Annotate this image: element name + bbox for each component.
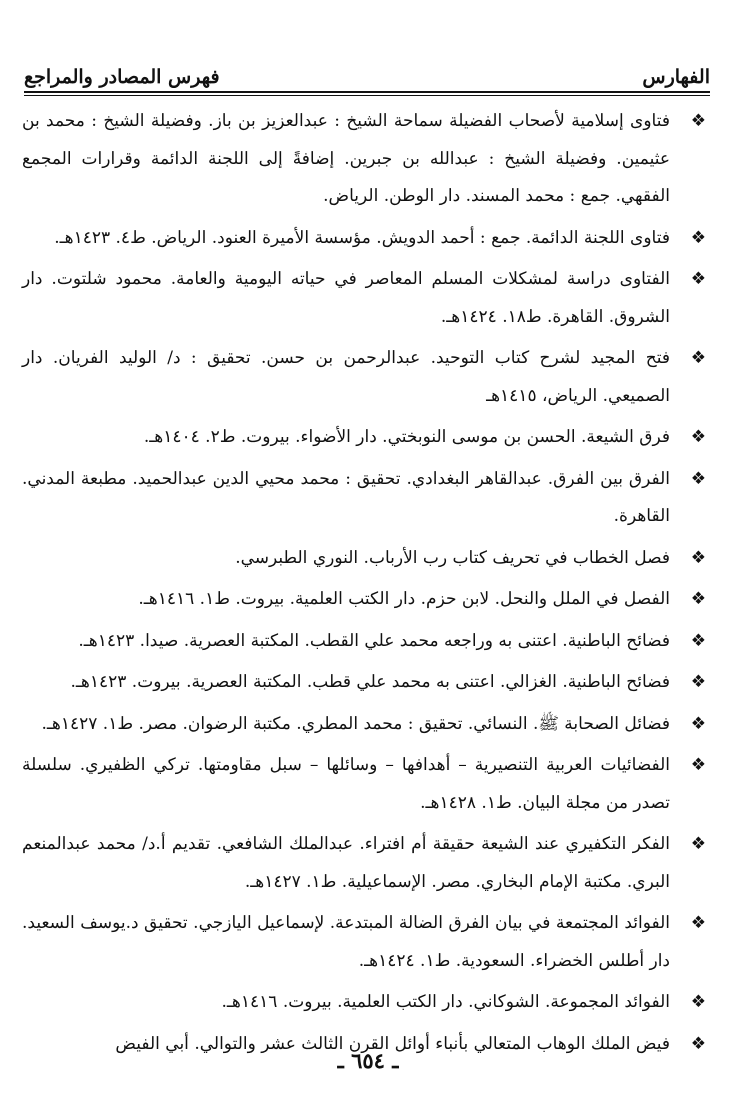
diamond-bullet-icon: ❖ <box>690 992 706 1012</box>
entry-text: الفضائيات العربية التنصيرية – أهدافها – وسائلها – سبل مقاومتها. تركي الظفيري. سلسلة تصدر من مجلة البيان. ط١. ١٤٢٨هـ. <box>22 755 670 813</box>
diamond-bullet-icon: ❖ <box>690 834 706 854</box>
bibliography-entry <box>22 340 710 415</box>
diamond-bullet-icon: ❖ <box>690 630 706 651</box>
bibliography-entry <box>22 461 710 536</box>
diamond-bullet-icon: ❖ <box>690 468 706 489</box>
diamond-bullet-icon: ❖ <box>690 1033 706 1054</box>
header-section-title: الفهارس <box>642 66 710 88</box>
entry-text: فضائح الباطنية. اعتنى به وراجعه محمد علي القطب. المكتبة العصرية. صيدا. ١٤٢٣هـ. <box>78 630 670 651</box>
entry-text: فضائل الصحابة ﷺ. النسائي. تحقيق : محمد المطري. مكتبة الرضوان. مصر. ط١. ١٤٢٧هـ. <box>41 713 670 734</box>
entry-text: الفوائد المجموعة. الشوكاني. دار الكتب العلمية. بيروت. ١٤١٦هـ. <box>221 992 670 1012</box>
bibliography-entry <box>22 905 710 980</box>
entry-text: فصل الخطاب في تحريف كتاب رب الأرباب. النوري الطبرسي. <box>235 547 670 568</box>
bibliography-entry <box>22 984 710 1022</box>
diamond-bullet-icon: ❖ <box>690 755 706 775</box>
diamond-bullet-icon: ❖ <box>690 269 706 289</box>
entry-text: فتاوى اللجنة الدائمة. جمع : أحمد الدويش. مؤسسة الأميرة العنود. الرياض. ط٤. ١٤٢٣هـ. <box>54 227 670 248</box>
diamond-bullet-icon: ❖ <box>690 547 706 568</box>
bibliography-list <box>22 103 710 1063</box>
bibliography-entry <box>22 664 710 702</box>
header-index-title: فهرس المصادر والمراجع <box>24 66 220 88</box>
entry-text: فتاوى إسلامية لأصحاب الفضيلة سماحة الشيخ : عبدالعزيز بن باز. وفضيلة الشيخ : محمد بن عثيمين. وفضيلة الشيخ : عبدالله بن جبرين. إضافةً إلى اللجنة الدائمة وقرارات المجمع الفقهي. جمع : محمد المسند. دار الوطن. الرياض. <box>22 111 670 206</box>
entry-text: الفكر التكفيري عند الشيعة حقيقة أم افتراء. عبدالملك الشافعي. تقديم أ.د/ محمد عبدالمنعم البري. مكتبة الإمام البخاري. مصر. الإسماعيلية. ط١. ١٤٢٧هـ. <box>22 834 670 892</box>
entry-text: فيض الملك الوهاب المتعالي بأنباء أوائل القرن الثالث عشر والتوالي. أبي الفيض <box>115 1033 670 1054</box>
bibliography-entry <box>22 706 710 744</box>
bibliography-entry <box>22 220 710 258</box>
diamond-bullet-icon: ❖ <box>690 111 706 131</box>
diamond-bullet-icon: ❖ <box>690 227 706 248</box>
bibliography-entry <box>22 540 710 578</box>
bibliography-entry <box>22 261 710 336</box>
entry-text: الفرق بين الفرق. عبدالقاهر البغدادي. تحقيق : محمد محيي الدين عبدالحميد. مطبعة المدني. القاهرة. <box>22 468 670 526</box>
diamond-bullet-icon: ❖ <box>690 713 706 734</box>
diamond-bullet-icon: ❖ <box>690 672 706 692</box>
entry-text: فتح المجيد لشرح كتاب التوحيد. عبدالرحمن بن حسن. تحقيق : د/ الوليد الفريان. دار الصميعي. الرياض، ١٤١٥هـ <box>22 348 670 406</box>
bibliography-entry <box>22 747 710 822</box>
diamond-bullet-icon: ❖ <box>690 348 706 368</box>
bibliography-entry <box>22 419 710 457</box>
entry-text: الفصل في الملل والنحل. لابن حزم. دار الكتب العلمية. بيروت. ط١. ١٤١٦هـ. <box>138 589 670 609</box>
bibliography-entry <box>22 623 710 661</box>
bibliography-entry <box>22 103 710 216</box>
running-header <box>24 56 710 88</box>
header-rule-thin <box>24 95 710 96</box>
page-number: ـ ٦٥٤ ـ <box>337 1048 399 1073</box>
entry-text: الفوائد المجتمعة في بيان الفرق الضالة المبتدعة. لإسماعيل اليازجي. تحقيق د.يوسف السعيد. دار أطلس الخضراء. السعودية. ط١. ١٤٢٤هـ. <box>22 913 670 971</box>
diamond-bullet-icon: ❖ <box>690 913 706 933</box>
diamond-bullet-icon: ❖ <box>690 589 706 609</box>
diamond-bullet-icon: ❖ <box>690 427 706 447</box>
entry-text: الفتاوى دراسة لمشكلات المسلم المعاصر في حياته اليومية والعامة. محمود شلتوت. دار الشروق. القاهرة. ط١٨. ١٤٢٤هـ. <box>22 269 670 327</box>
header-rule-thick <box>24 91 710 93</box>
entry-text: فضائح الباطنية. الغزالي. اعتنى به محمد علي قطب. المكتبة العصرية. بيروت. ١٤٢٣هـ. <box>70 672 670 692</box>
entry-text: فرق الشيعة. الحسن بن موسى النوبختي. دار الأضواء. بيروت. ط٢. ١٤٠٤هـ. <box>143 427 670 447</box>
bibliography-entry <box>22 826 710 901</box>
bibliography-entry <box>22 581 710 619</box>
